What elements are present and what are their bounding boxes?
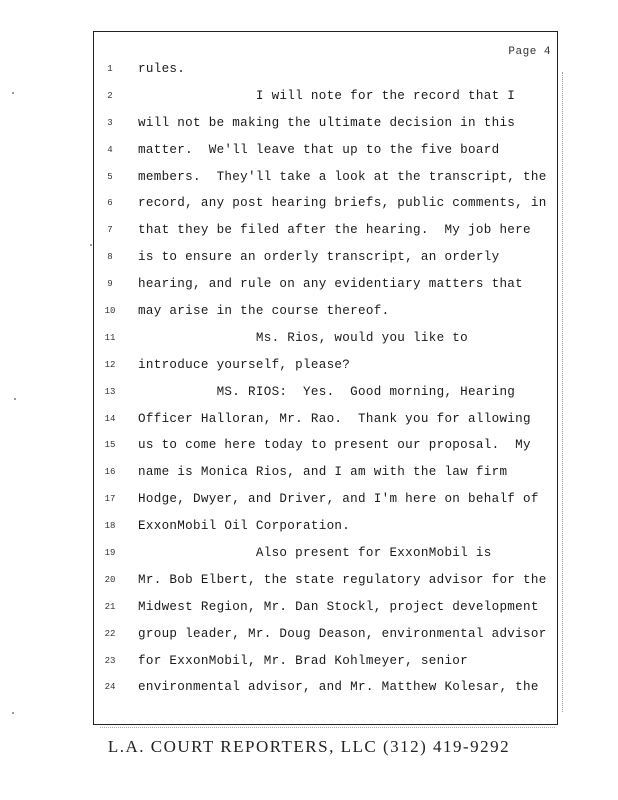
line-number: 1 — [107, 64, 113, 74]
line-text: us to come here today to present our proposal. My — [138, 438, 531, 453]
line-text: Officer Halloran, Mr. Rao. Thank you for allowing — [138, 411, 531, 426]
line-number: 17 — [104, 494, 116, 505]
right-margin-dots — [562, 72, 563, 712]
transcript-line — [94, 87, 557, 114]
line-text: ExxonMobil Oil Corporation. — [138, 519, 351, 534]
line-text: may arise in the course thereof. — [138, 304, 390, 319]
transcript-line — [94, 356, 557, 383]
line-text: I will note for the record that I — [138, 88, 516, 103]
line-number: 6 — [107, 198, 113, 209]
transcript-page — [93, 31, 558, 725]
footer-court-reporters: L.A. COURT REPORTERS, LLC (312) 419-9292 — [107, 737, 511, 756]
transcript-line — [94, 248, 557, 275]
line-text: introduce yourself, please? — [138, 357, 351, 372]
line-text: Hodge, Dwyer, and Driver, and I'm here on behalf of — [138, 492, 539, 507]
line-number: 9 — [107, 279, 113, 290]
line-number: 13 — [104, 386, 116, 397]
line-number: 8 — [107, 252, 113, 263]
line-text: Midwest Region, Mr. Dan Stockl, project development — [138, 599, 539, 614]
scan-speck — [90, 244, 92, 246]
line-text: is to ensure an orderly transcript, an orderly — [138, 250, 500, 265]
line-text: hearing, and rule on any evidentiary matters that — [138, 277, 524, 292]
transcript-line — [94, 436, 557, 463]
line-number: 22 — [104, 628, 116, 639]
line-number: 12 — [104, 359, 116, 370]
transcript-line — [94, 517, 557, 544]
scan-speck — [12, 712, 14, 714]
line-text: that they be filed after the hearing. My job here — [138, 223, 531, 238]
transcript-line — [94, 383, 557, 410]
transcript-line — [94, 463, 557, 490]
scan-speck — [12, 92, 14, 94]
line-text: members. They'll take a look at the transcript, the — [138, 169, 547, 184]
line-text: MS. RIOS: Yes. Good morning, Hearing — [138, 384, 516, 399]
transcript-line — [94, 678, 557, 705]
line-text: Ms. Rios, would you like to — [138, 330, 469, 345]
line-text: matter. We'll leave that up to the five board — [138, 142, 500, 157]
line-number: 10 — [104, 306, 116, 317]
line-number: 24 — [104, 682, 116, 693]
line-number: 11 — [104, 332, 116, 343]
transcript-line — [94, 168, 557, 195]
transcript-line — [94, 625, 557, 652]
line-text: group leader, Mr. Doug Deason, environmental advisor — [138, 626, 547, 641]
line-number: 5 — [107, 171, 113, 182]
line-number: 20 — [104, 574, 116, 585]
transcript-line — [94, 221, 557, 248]
line-number: 21 — [104, 601, 116, 612]
line-text: will not be making the ultimate decision in this — [138, 115, 516, 130]
transcript-line — [94, 490, 557, 517]
line-number: 18 — [104, 521, 116, 532]
transcript-line — [94, 410, 557, 437]
line-number: 4 — [107, 144, 113, 155]
transcript-line — [94, 194, 557, 221]
line-text: record, any post hearing briefs, public comments, in — [138, 196, 547, 211]
line-text: Mr. Bob Elbert, the state regulatory advisor for the — [138, 572, 547, 587]
line-number: 16 — [104, 467, 116, 478]
transcript-lines — [94, 60, 557, 705]
transcript-line — [94, 652, 557, 679]
line-number: 19 — [104, 548, 116, 559]
line-text: for ExxonMobil, Mr. Brad Kohlmeyer, senior — [138, 653, 469, 668]
transcript-line — [94, 275, 557, 302]
page-number: Page 4 — [508, 46, 551, 58]
transcript-line — [94, 329, 557, 356]
transcript-line — [94, 302, 557, 329]
transcript-line — [94, 114, 557, 141]
line-text: name is Monica Rios, and I am with the law firm — [138, 465, 508, 480]
line-text: rules. — [138, 62, 186, 76]
transcript-line — [94, 571, 557, 598]
bottom-rule — [100, 727, 555, 728]
transcript-line — [94, 60, 557, 87]
line-number: 2 — [107, 90, 113, 101]
transcript-line — [94, 544, 557, 571]
line-text: environmental advisor, and Mr. Matthew Kolesar, the — [138, 680, 539, 695]
line-text: Also present for ExxonMobil is — [138, 546, 492, 561]
line-number: 23 — [104, 655, 116, 666]
scan-speck — [14, 398, 16, 400]
transcript-line — [94, 598, 557, 625]
line-number: 15 — [104, 440, 116, 451]
line-number: 14 — [104, 413, 116, 424]
line-number: 7 — [107, 225, 113, 236]
transcript-line — [94, 141, 557, 168]
line-number: 3 — [107, 117, 113, 128]
